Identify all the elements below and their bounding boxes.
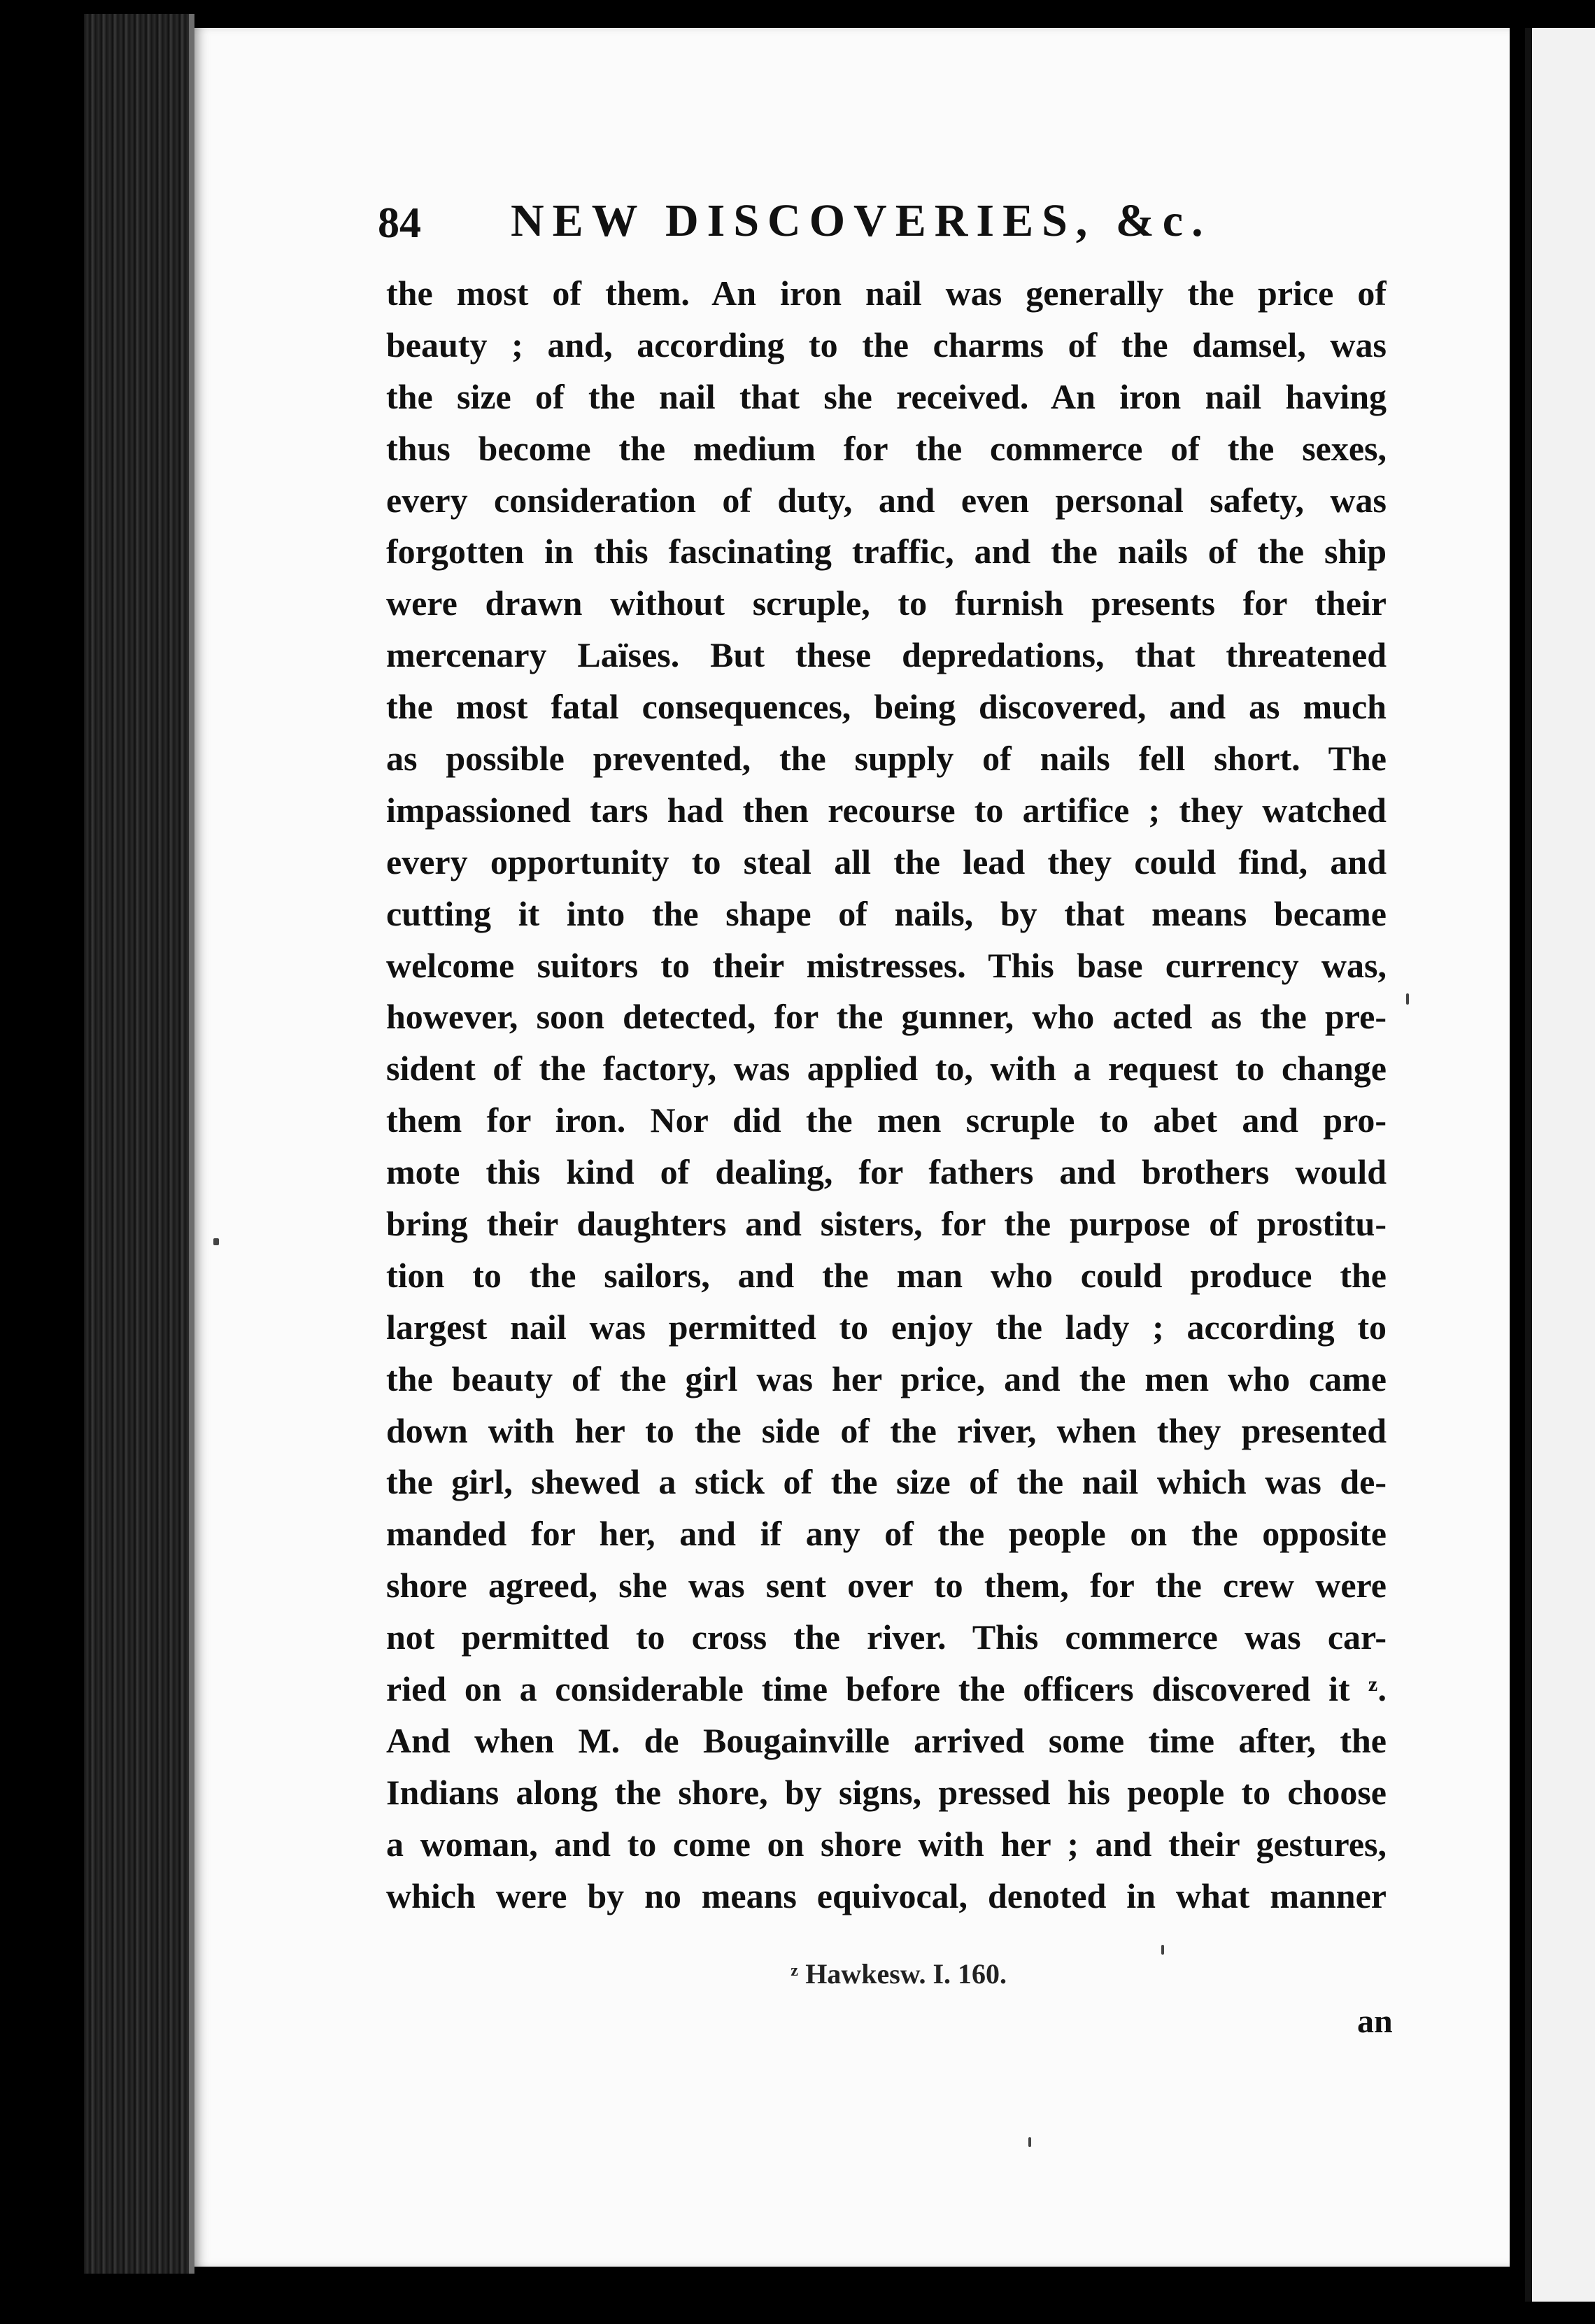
catchword: an (1357, 2003, 1393, 2040)
text-line: every opportunity to steal all the lead they could find, and (386, 842, 1387, 881)
text-line: thus become the medium for the commerce of the sexes, (386, 428, 1387, 468)
text-line: the girl, shewed a stick of the size of the nail which was de- (386, 1462, 1387, 1502)
text-line: as possible prevented, the supply of nails fell short. The (386, 739, 1387, 779)
text-line: cutting it into the shape of nails, by that means became (386, 893, 1387, 933)
text-line: them for iron. Nor did the men scruple to abet and pro- (386, 1100, 1387, 1140)
text-line: welcome suitors to their mistresses. This base currency was, (386, 945, 1387, 985)
page-number: 84 (378, 199, 421, 247)
text-line: which were by no means equivocal, denoted in what manner (386, 1876, 1387, 1915)
text-line: forgotten in this fascinating traffic, and the nails of the ship (386, 532, 1387, 572)
footnote: ᶻ Hawkesw. I. 160. (791, 1958, 1007, 1990)
text-line: manded for her, and if any of the people on the opposite (386, 1514, 1387, 1554)
text-line: however, soon detected, for the gunner, who acted as the pre- (386, 997, 1387, 1037)
text-line: the most fatal consequences, being discovered, and as much (386, 687, 1387, 727)
text-line: beauty ; and, according to the charms of the damsel, was (386, 325, 1387, 364)
print-speck (1406, 993, 1409, 1005)
text-line: And when M. de Bougainville arrived some time after, the (386, 1720, 1387, 1760)
text-line: mercenary Laïses. But these depredations, that threatened (386, 635, 1387, 675)
text-line: sident of the factory, was applied to, with a request to change (386, 1049, 1387, 1089)
page-header (378, 194, 1245, 264)
adjacent-page-edge (1525, 28, 1595, 2302)
text-line: Indians along the shore, by signs, pressed his people to choose (386, 1772, 1387, 1812)
running-title: NEW DISCOVERIES, &c. (511, 195, 1212, 246)
text-line: tion to the sailors, and the man who could produce the (386, 1255, 1387, 1295)
text-line: a woman, and to come on shore with her ; and their gestures, (386, 1824, 1387, 1864)
text-line: bring their daughters and sisters, for the purpose of prostitu- (386, 1204, 1387, 1244)
text-line: were drawn without scruple, to furnish presents for their (386, 583, 1387, 623)
print-speck (1161, 1945, 1164, 1955)
text-line: shore agreed, she was sent over to them, for the crew were (386, 1566, 1387, 1606)
text-line: impassioned tars had then recourse to artifice ; they watched (386, 790, 1387, 830)
text-line: the most of them. An iron nail was generally the price of (386, 274, 1387, 313)
print-speck (1028, 2137, 1031, 2147)
text-line: ried on a considerable time before the officers discovered it ᶻ. (386, 1669, 1387, 1709)
text-line: down with her to the side of the river, when they presented (386, 1410, 1387, 1450)
text-line: not permitted to cross the river. This commerce was car- (386, 1617, 1387, 1657)
print-speck (213, 1238, 219, 1245)
text-line: every consideration of duty, and even personal safety, was (386, 480, 1387, 520)
text-line: mote this kind of dealing, for fathers and brothers would (386, 1152, 1387, 1192)
text-line: the size of the nail that she received. An iron nail having (386, 376, 1387, 416)
text-line: largest nail was permitted to enjoy the lady ; according to (386, 1307, 1387, 1347)
text-line: the beauty of the girl was her price, and the men who came (386, 1359, 1387, 1398)
book-page-edges (84, 14, 189, 2274)
body-text (386, 268, 1387, 1922)
